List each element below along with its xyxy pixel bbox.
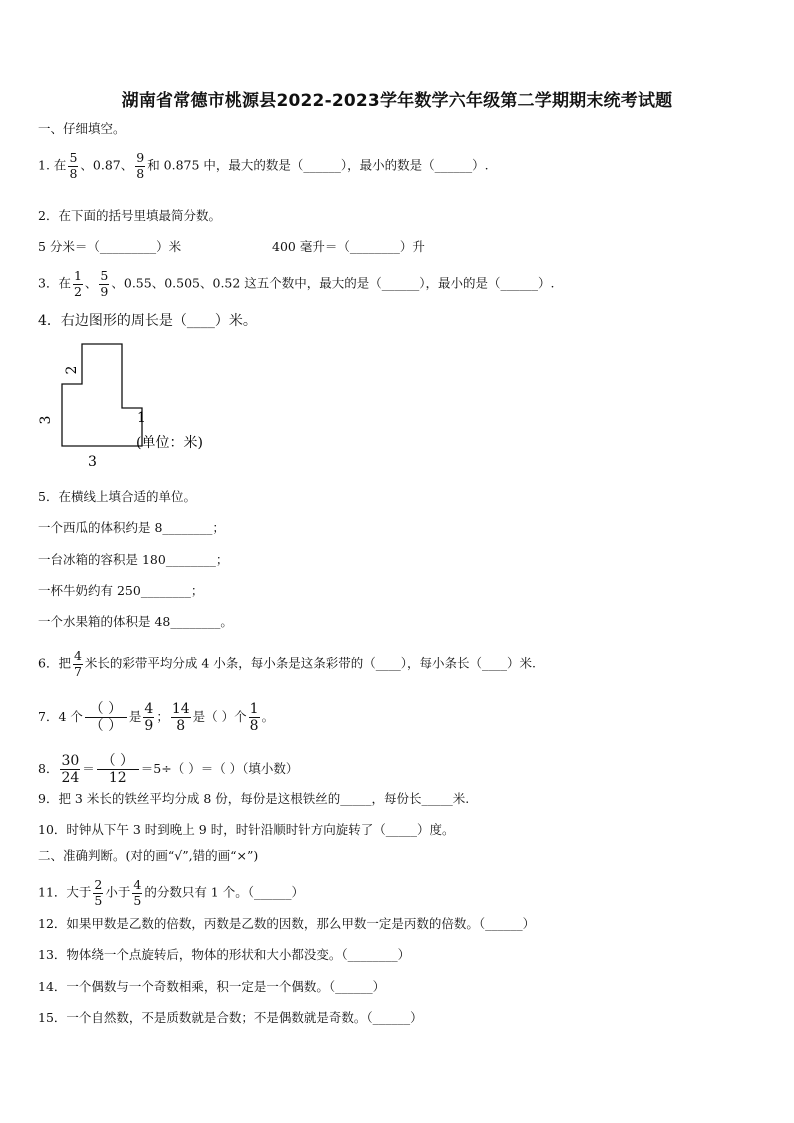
question-5-line-4: 一个水果箱的体积是 48________。	[38, 614, 233, 629]
fraction: $\frac{5}{8}$	[69, 150, 78, 181]
question-5-line-3: 一杯牛奶约有 250________；	[38, 583, 204, 598]
label-left: 3	[38, 415, 54, 425]
question-13: 13．物体绕一个点旋转后，物体的形状和大小都没变。（________）	[38, 947, 411, 962]
question-8: 8． $\frac{30}{24}$ ＝ $\frac{( )}{12}$ ＝5÷（ ）＝（ ）（填小数）	[38, 753, 299, 786]
question-12: 12．如果甲数是乙数的倍数，丙数是乙数的因数，那么甲数一定是丙数的倍数。（______）	[38, 916, 536, 931]
question-9: 9．把 3 米长的铁丝平均分成 8 份，每份是这根铁丝的_____，每份长_____米.	[38, 791, 470, 806]
label-right: 1	[137, 410, 146, 426]
question-15: 15．一个自然数，不是质数就是合数；不是偶数就是奇数。（______）	[38, 1010, 423, 1025]
question-5: 5．在横线上填合适的单位。	[38, 489, 196, 504]
fraction: $\frac{9}{8}$	[136, 150, 145, 181]
question-2-left: 5 分米＝（_________）米	[38, 239, 182, 254]
question-2-right: 400 毫升＝（________）升	[272, 239, 425, 254]
fraction: $\frac{4}{9}$	[144, 701, 154, 734]
label-top: 2	[64, 365, 80, 375]
section-2-heading: 二、准确判断。(对的画“√”,错的画“×”)	[38, 848, 259, 863]
fraction: $\frac{5}{9}$	[100, 268, 109, 299]
question-5-line-2: 一台冰箱的容积是 180________；	[38, 552, 229, 567]
question-14: 14．一个偶数与一个奇数相乘，积一定是一个偶数。（______）	[38, 979, 386, 994]
unit-label: (单位：米)	[136, 435, 203, 451]
question-5-line-1: 一个西瓜的体积约是 8________；	[38, 520, 225, 535]
question-7: 7．4 个 $\frac{( )}{( )}$ 是 $\frac{4}{9}$ ； $\frac{14}{8}$ 是（ ）个 $\frac{1}{8}$ 。	[38, 701, 275, 734]
question-2: 2．在下面的括号里填最简分数。	[38, 208, 221, 223]
question-10: 10．时钟从下午 3 时到晚上 9 时，时针沿顺时针方向旋转了（_____）度。	[38, 822, 455, 837]
question-3: 3．在 $\frac{1}{2}$ 、 $\frac{5}{9}$ 、0.55、0.505、0.52 这五个数中，最大的是（______），最小的是（______）.	[38, 268, 555, 299]
question-11: 11．大于 $\frac{2}{5}$ 小于 $\frac{4}{5}$ 的分数只有 1 个。（______）	[38, 877, 304, 908]
label-bottom: 3	[88, 454, 97, 470]
shape-figure	[38, 336, 238, 476]
section-1-heading: 一、仔细填空。	[38, 121, 126, 136]
fraction: $\frac{1}{8}$	[249, 701, 259, 734]
fraction: $\frac{1}{2}$	[73, 268, 82, 299]
fraction: $\frac{30}{24}$	[61, 753, 80, 786]
question-6: 6．把 $\frac{4}{7}$ 米长的彩带平均分成 4 小条，每小条是这条彩带的（____），每小条长（____）米.	[38, 648, 537, 679]
fraction: $\frac{4}{7}$	[73, 648, 82, 679]
question-4: 4．右边图形的周长是（____）米。	[38, 313, 257, 329]
fraction: $\frac{2}{5}$	[94, 877, 103, 908]
shape-outline	[62, 344, 142, 446]
page-title: 湖南省常德市桃源县2022-2023学年数学六年级第二学期期末统考试题	[121, 91, 673, 111]
fraction: $\frac{14}{8}$	[171, 701, 190, 734]
fraction-blank: $\frac{( )}{( )}$	[85, 702, 127, 733]
fraction: $\frac{4}{5}$	[133, 877, 142, 908]
question-1: 1. 在 $\frac{5}{8}$ 、0.87、 $\frac{9}{8}$ 和 0.875 中，最大的数是（______），最小的数是（______）.	[38, 150, 489, 181]
fraction-blank: $\frac{( )}{12}$	[97, 754, 139, 785]
